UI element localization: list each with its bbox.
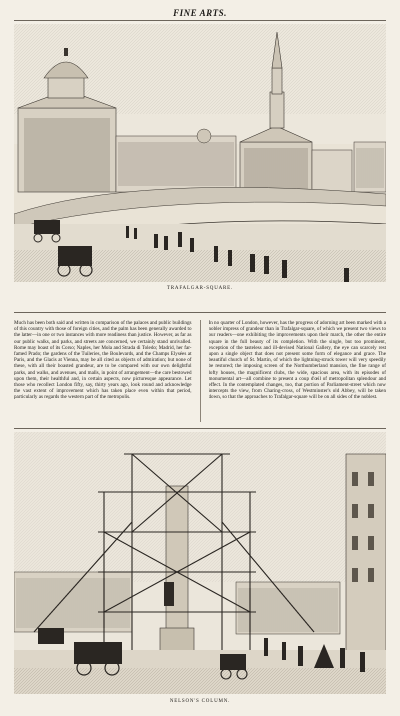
column-divider [200, 320, 201, 422]
section-header: FINE ARTS. [173, 8, 227, 18]
figure-caption-nelsons-column: NELSON'S COLUMN. [169, 699, 231, 704]
section-rule-top [14, 312, 386, 313]
figure-caption-trafalgar: TRAFALGAR-SQUARE. [166, 286, 234, 291]
article-left-column: Much has been both said and written in comparison of the palaces and public buildings of this country with those of foreign cities, and the palm has been generally awarded to the latter—in one or two instances with more readiness than justice. However, as far as our public walks, and parks, and streets are concerned, we certainly stand unrivalled. Rome may boast of its Corso; Naples, her Mola and Strada di Toledo; Madrid, her far-famed Prado; the gardens of the Tuileries, the Boulevards, and the Champs Elysées at Paris, and the Glacis at Vienna, may be all cited as objects of admiration; but none of these, with all their boasted grandeur, are to be compared with our own delightful parks, and walks, and avenues, and malls, in point of arrangement—the care bestowed upon them, their healthful and, in certain aspects, now picturesque appearance. Let those who recollect London fifty, say, thirty years ago, look round and acknowledge the vast extent of improvement which has taken place even within that period, particularly as regards the western part of the metropolis. [14, 320, 192, 401]
article-right-column: In no quarter of London, however, has the progress of adorning art been marked with a nobler impress of grandeur than in Trafalgar-square, of which we present two views to our readers—one exhibiting the improvements upon their march, the other the entire square in the full beauty of its completion. With the single, but too prominent, exception of the tasteless and ill-devised National Gallery, the eye can scarcely rest upon a single object that does not present some form of elegance and grace. The beautiful church of St. Martin, of which the lightning-struck tower will very speedily be restored; the imposing screen of the Northumberland mansion, the fine range of lofty houses, the magnificent clubs, the wide, spacious area, with its episodes of monumental art—all combine to present a coup d'œil of metropolitan splendour and effect. In the contemplated changes, too, that portion of Parliament-street which now intercepts the view, from Charing-cross, of Westminster's old Abbey, will be taken down, so that the approaches to Trafalgar-square will be on all sides of the noblest. [208, 320, 386, 401]
header-rule [14, 20, 386, 21]
nelsons-column-illustration [14, 432, 386, 694]
article-body [14, 320, 386, 422]
trafalgar-square-illustration [14, 24, 386, 282]
section-rule-bottom [14, 428, 386, 429]
trafalgar-square-engraving [14, 24, 386, 282]
nelsons-column-engraving [14, 432, 386, 694]
